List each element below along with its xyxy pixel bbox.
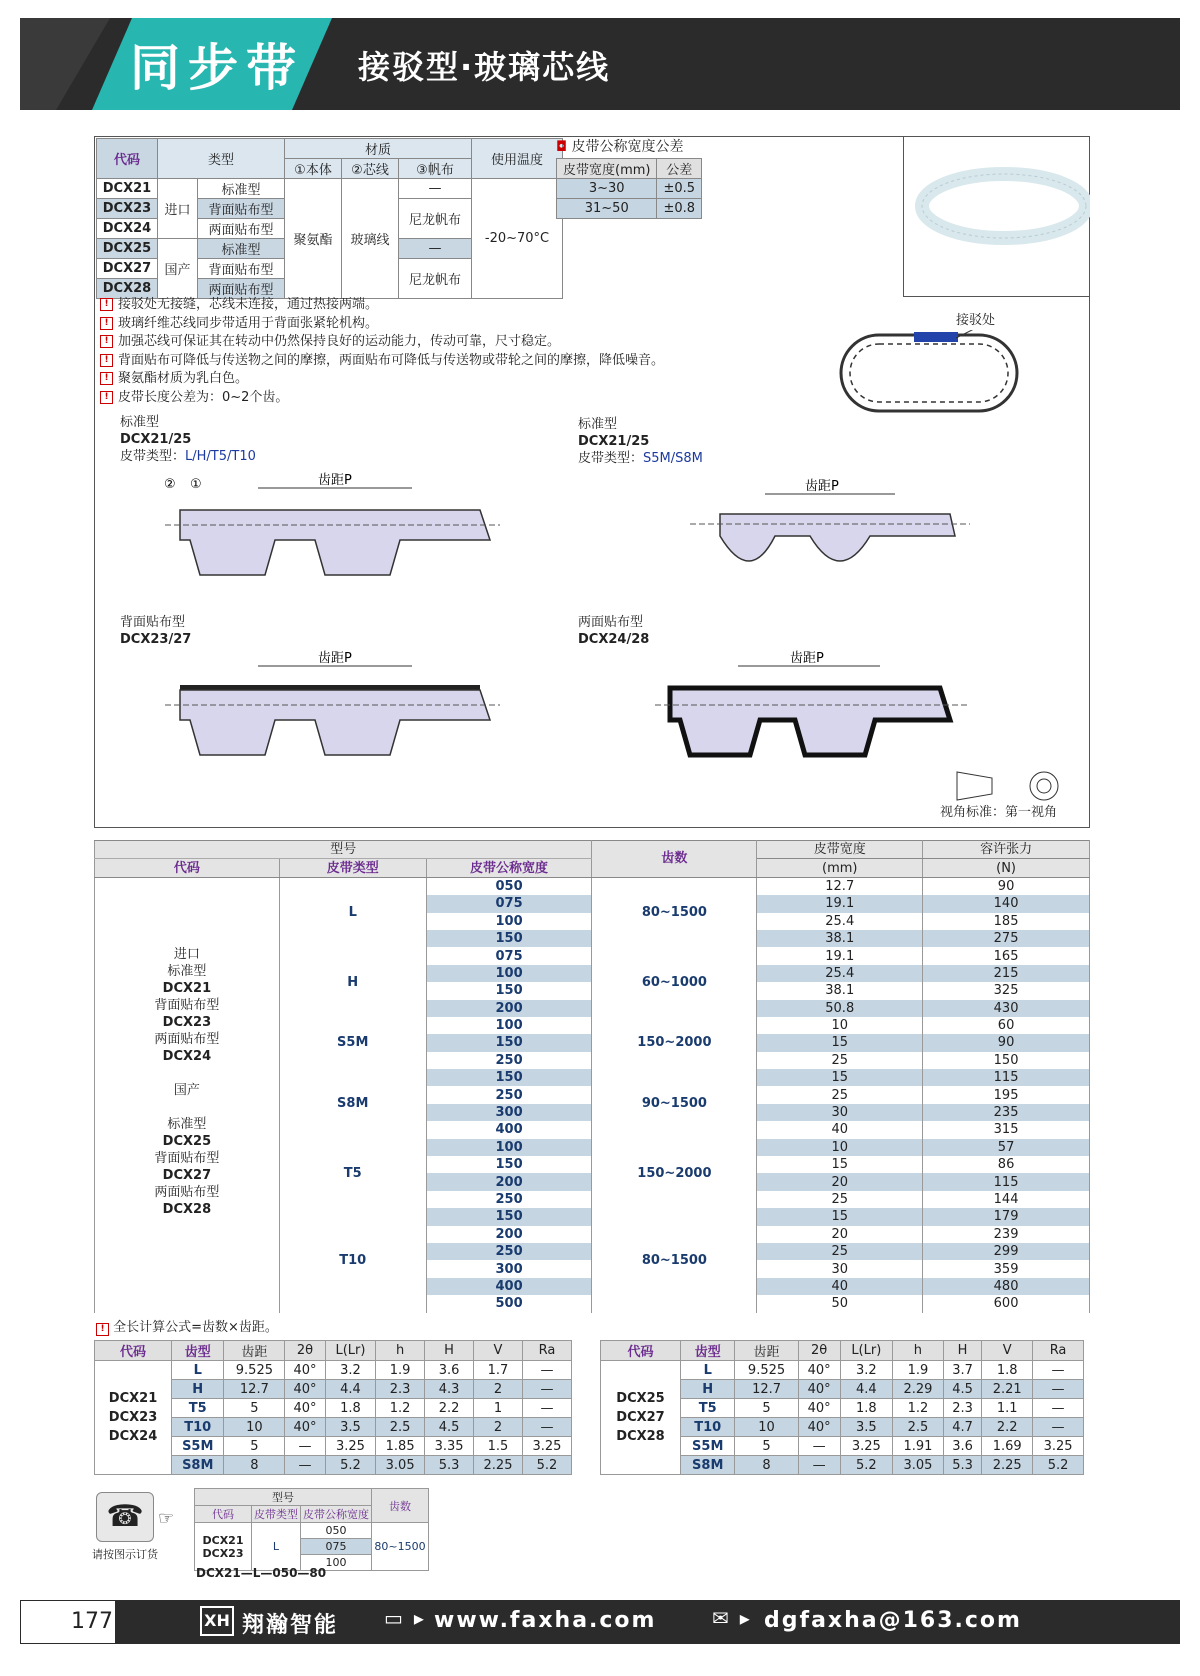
nominal-width-cell: 250 [426, 1243, 592, 1260]
tolerance-marker-icon: ◘ [556, 139, 568, 155]
dim-value-cell: 1.8 [840, 1399, 892, 1418]
tension-cell: 359 [923, 1260, 1090, 1277]
spec-code-text: 背面贴布型 [154, 997, 220, 1013]
belt-width-cell: 50 [757, 1295, 923, 1312]
spec-code-text: 两面贴布型 [154, 1031, 220, 1047]
dim-value-cell: 1.5 [474, 1437, 523, 1456]
pitch-label: 齿距P [318, 473, 352, 488]
dim-header: h [893, 1341, 944, 1361]
tension-cell: 179 [923, 1208, 1090, 1225]
dimension-table-domestic [600, 1340, 1084, 1475]
diagram3-caption: 背面贴布型 DCX23/27 [120, 615, 192, 647]
spec-code-text: 进口 [173, 946, 200, 962]
product-photo [903, 136, 1090, 297]
dim-value-cell: — [1033, 1361, 1084, 1380]
dim-value-cell: 40° [798, 1361, 840, 1380]
dim-code-text: DCX23 [108, 1410, 158, 1425]
website-link[interactable]: www.faxha.com [434, 1608, 657, 1633]
dim-value-cell: 40° [798, 1380, 840, 1399]
dim-value-cell: 3.6 [425, 1361, 474, 1380]
tension-cell: 60 [923, 1017, 1090, 1034]
tooth-profile-back-cloth [150, 650, 540, 770]
nominal-width-cell: 150 [426, 930, 592, 947]
dim-value-cell: — [285, 1437, 325, 1456]
dim-value-cell: — [522, 1399, 571, 1418]
dim-value-cell: — [798, 1456, 840, 1475]
dim-value-cell: 40° [285, 1399, 325, 1418]
dim-value-cell: 4.4 [325, 1380, 375, 1399]
order-instruction: 请按图示订货 [92, 1548, 158, 1561]
tooth-profile-standard-round [680, 476, 980, 586]
belt-width-cell: 19.1 [757, 947, 923, 964]
first-angle-projection-icon [952, 762, 1072, 802]
spec-code-text: DCX21 [162, 980, 212, 996]
tension-cell: 239 [923, 1226, 1090, 1243]
dim-code-text: DCX24 [108, 1429, 158, 1444]
dim-value-cell: 3.25 [840, 1437, 892, 1456]
page-number: 177 [20, 1600, 116, 1644]
dim-code-text: DCX28 [616, 1429, 665, 1444]
pitch-label: 齿距P [318, 651, 352, 666]
belt-type-cell: H [279, 947, 426, 1017]
belt-width-cell: 40 [757, 1121, 923, 1138]
tooth-type-cell: T10 [172, 1418, 224, 1437]
dim-value-cell: 9.525 [735, 1361, 798, 1380]
dim-code-text: DCX27 [616, 1410, 665, 1425]
dim-code-text: DCX21 [108, 1391, 158, 1406]
dim-header: h [376, 1341, 425, 1361]
dim-header: 2θ [285, 1341, 325, 1361]
teeth-cell: 150~2000 [592, 1017, 757, 1069]
belt-width-cell: 30 [757, 1260, 923, 1277]
dim-value-cell: 10 [224, 1418, 285, 1437]
joint-label: 接驳处 [956, 313, 996, 328]
belt-width-cell: 19.1 [757, 895, 923, 912]
belt-photo-icon [904, 136, 1090, 296]
dim-value-cell: — [1033, 1399, 1084, 1418]
email-link[interactable]: dgfaxha@163.com [764, 1608, 1022, 1633]
warning-icon: ! [100, 372, 113, 385]
tooth-profile-standard-trapezoid [150, 470, 540, 590]
dim-value-cell: 5.2 [1033, 1456, 1084, 1475]
dim-value-cell: 5 [224, 1399, 285, 1418]
dim-value-cell: 5.2 [840, 1456, 892, 1475]
dim-header: 齿型 [172, 1341, 224, 1361]
dim-header: 代码 [601, 1341, 681, 1361]
belt-type-cell: T5 [279, 1139, 426, 1209]
tension-cell: 57 [923, 1139, 1090, 1156]
dim-value-cell: 1.1 [982, 1399, 1033, 1418]
tension-cell: 140 [923, 895, 1090, 912]
dim-header: H [943, 1341, 981, 1361]
spec-table: 型号 齿数 皮带宽度 容许张力 代码 皮带类型 皮带公称宽度 (mm) (N) 进口 标准型 DCX21 背面贴布型 DCX23 两面贴布型 DCX24 国产 标准型 DCX25 背面贴布型 DCX27 两面贴布型 DCX28 L 050 80~1500 12.7 90 075 19.1 140 100 25.4 185 150 38.1 275 H 075 60~1000 19.1 165 100 25.4 215 150 38.1 325 200 50.8 430 S5M 100 150~2000 10 60 150 15 90 250 25 150 S8M 150 90~1500 15 115 250 25 195 300 30 235 400 40 315 T5 100 150~2000 10 57 150 15 86 200 20 115 250 25 144 T10 150 80~1500 15 179 200 20 239 250 25 299 300 30 359 400 40 480 500 50 600 [94, 840, 1090, 1313]
spec-code-text: 国产 [173, 1082, 200, 1098]
belt-type-cell: L [279, 877, 426, 947]
tension-cell: 275 [923, 930, 1090, 947]
callout-1: ① [190, 477, 202, 492]
dim-value-cell: — [798, 1437, 840, 1456]
teeth-cell: 150~2000 [592, 1139, 757, 1209]
tooth-type-cell: S8M [681, 1456, 735, 1475]
spec-code-text: 两面贴布型 [154, 1184, 220, 1200]
note-item: ! 玻璃纤维芯线同步带适用于背面张紧轮机构。 [100, 315, 664, 334]
belt-width-cell: 38.1 [757, 930, 923, 947]
dim-row [95, 1361, 572, 1380]
dim-value-cell: 2 [474, 1380, 523, 1399]
belt-width-cell: 25.4 [757, 913, 923, 930]
note-item: ! 聚氨酯材质为乳白色。 [100, 370, 664, 389]
tolerance-title: ◘ 皮带公称宽度公差 [556, 139, 684, 155]
nominal-width-cell: 300 [426, 1104, 592, 1121]
dim-value-cell: 5.2 [325, 1456, 375, 1475]
dim-value-cell: 1.2 [893, 1399, 944, 1418]
nominal-width-cell: 250 [426, 1191, 592, 1208]
callout-2: ② [164, 477, 176, 492]
spec-code-text: 标准型 [167, 1116, 207, 1132]
belt-type-cell: S8M [279, 1069, 426, 1139]
page-subtitle: 接驳型·玻璃芯线 [358, 48, 611, 86]
belt-width-cell: 25 [757, 1243, 923, 1260]
dim-header: 2θ [798, 1341, 840, 1361]
spec-code-text: DCX23 [162, 1014, 212, 1030]
belt-width-cell: 25 [757, 1191, 923, 1208]
warning-icon: ! [96, 1323, 109, 1336]
nominal-width-cell: 050 [426, 877, 592, 895]
dim-value-cell: 5.2 [522, 1456, 571, 1475]
nominal-width-cell: 100 [426, 913, 592, 930]
dim-value-cell: — [1033, 1418, 1084, 1437]
nominal-width-cell: 150 [426, 1156, 592, 1173]
dim-value-cell: 1.9 [893, 1361, 944, 1380]
dim-value-cell: — [1033, 1380, 1084, 1399]
dim-value-cell: 3.35 [425, 1437, 474, 1456]
dim-value-cell: 12.7 [735, 1380, 798, 1399]
dim-value-cell: — [285, 1456, 325, 1475]
dim-header: V [474, 1341, 523, 1361]
dim-value-cell: 2.21 [982, 1380, 1033, 1399]
dim-value-cell: 1.2 [376, 1399, 425, 1418]
belt-width-cell: 12.7 [757, 877, 923, 895]
dim-header: 齿距 [224, 1341, 285, 1361]
dim-header: 代码 [95, 1341, 172, 1361]
nominal-width-cell: 150 [426, 982, 592, 999]
dim-value-cell: 3.7 [943, 1361, 981, 1380]
tension-cell: 235 [923, 1104, 1090, 1121]
tension-cell: 115 [923, 1069, 1090, 1086]
diagram4-caption: 两面贴布型 DCX24/28 [578, 615, 650, 647]
material-table: 代码 类型 材质 使用温度 ①本体 ②芯线 ③帆布 DCX21 进口 标准型 聚氨酯 玻璃线 — -20~70°C DCX23 背面贴布型 尼龙帆布 DCX24 两面贴布型 DCX25 国产 标准型 — DCX27 背面贴布型 尼龙帆布 DCX28 两面贴布型 [96, 138, 563, 299]
nominal-width-cell: 200 [426, 1000, 592, 1017]
dim-value-cell: 2.2 [982, 1418, 1033, 1437]
dim-header: H [425, 1341, 474, 1361]
belt-type-cell: S5M [279, 1017, 426, 1069]
tension-cell: 195 [923, 1086, 1090, 1103]
tension-cell: 150 [923, 1052, 1090, 1069]
belt-width-cell: 25 [757, 1086, 923, 1103]
warning-icon: ! [100, 354, 113, 367]
formula-note: ! 全长计算公式=齿数×齿距。 [96, 1316, 278, 1336]
dim-row [601, 1361, 1084, 1380]
dim-value-cell: 40° [798, 1399, 840, 1418]
dim-value-cell: 1 [474, 1399, 523, 1418]
mt-code-header: 代码 [97, 139, 158, 179]
belt-width-cell: 15 [757, 1156, 923, 1173]
nominal-width-cell: 250 [426, 1052, 592, 1069]
nominal-width-cell: 100 [426, 1139, 592, 1156]
spec-row [95, 877, 1090, 895]
pitch-label: 齿距P [790, 651, 824, 666]
diagram1-caption: 标准型 DCX21/25 皮带类型：L/H/T5/T10 [120, 415, 256, 464]
spec-code-text: DCX24 [162, 1048, 212, 1064]
nominal-width-cell: 075 [426, 895, 592, 912]
spec-code-text: DCX27 [162, 1167, 212, 1183]
pointing-hand-icon: ☞ [158, 1508, 175, 1529]
dim-value-cell: 3.05 [893, 1456, 944, 1475]
belt-type-cell: T10 [279, 1208, 426, 1312]
tooth-profile-double-cloth [640, 650, 1000, 770]
tooth-type-cell: T5 [172, 1399, 224, 1418]
dim-value-cell: 40° [798, 1418, 840, 1437]
tension-cell: 315 [923, 1121, 1090, 1138]
dim-header: 齿型 [681, 1341, 735, 1361]
dim-value-cell: 3.25 [325, 1437, 375, 1456]
dim-value-cell: 4.5 [425, 1418, 474, 1437]
tooth-type-cell: T10 [681, 1418, 735, 1437]
view-standard: 视角标准：第一视角 [940, 805, 1058, 820]
nominal-width-cell: 200 [426, 1226, 592, 1243]
dim-value-cell: — [522, 1361, 571, 1380]
tooth-type-cell: H [172, 1380, 224, 1399]
dim-value-cell: 1.91 [893, 1437, 944, 1456]
diagram2-caption: 标准型 DCX21/25 皮带类型：S5M/S8M [578, 417, 703, 466]
tension-cell: 90 [923, 1034, 1090, 1051]
nominal-width-cell: 150 [426, 1034, 592, 1051]
belt-width-cell: 10 [757, 1017, 923, 1034]
dim-value-cell: 3.25 [1033, 1437, 1084, 1456]
tension-cell: 325 [923, 982, 1090, 999]
dim-header: 齿距 [735, 1341, 798, 1361]
dim-value-cell: 10 [735, 1418, 798, 1437]
belt-width-cell: 15 [757, 1208, 923, 1225]
dim-header: Ra [522, 1341, 571, 1361]
tension-cell: 144 [923, 1191, 1090, 1208]
dim-value-cell: 5 [224, 1437, 285, 1456]
mail-icon: ✉ ▸ [712, 1606, 752, 1630]
dim-value-cell: 3.5 [325, 1418, 375, 1437]
tension-cell: 430 [923, 1000, 1090, 1017]
dim-value-cell: 3.6 [943, 1437, 981, 1456]
dimension-table-import [94, 1340, 572, 1475]
dim-value-cell: 1.8 [982, 1361, 1033, 1380]
dim-value-cell: 9.525 [224, 1361, 285, 1380]
dim-value-cell: 2.2 [425, 1399, 474, 1418]
dim-header: L(Lr) [325, 1341, 375, 1361]
teeth-cell: 90~1500 [592, 1069, 757, 1139]
dim-header: Ra [1033, 1341, 1084, 1361]
nominal-width-cell: 300 [426, 1260, 592, 1277]
tooth-type-cell: S5M [172, 1437, 224, 1456]
nominal-width-cell: 150 [426, 1208, 592, 1225]
dim-value-cell: 4.7 [943, 1418, 981, 1437]
dim-value-cell: 2.29 [893, 1380, 944, 1399]
dim-value-cell: 1.69 [982, 1437, 1033, 1456]
belt-width-cell: 20 [757, 1173, 923, 1190]
teeth-cell: 80~1500 [592, 1208, 757, 1312]
belt-width-cell: 20 [757, 1226, 923, 1243]
dim-value-cell: 5.3 [943, 1456, 981, 1475]
dim-value-cell: 1.85 [376, 1437, 425, 1456]
tension-cell: 90 [923, 877, 1090, 895]
dim-value-cell: 3.25 [522, 1437, 571, 1456]
tension-cell: 165 [923, 947, 1090, 964]
dim-value-cell: 4.3 [425, 1380, 474, 1399]
tooth-type-cell: S5M [681, 1437, 735, 1456]
nominal-width-cell: 250 [426, 1086, 592, 1103]
warning-icon: ! [100, 335, 113, 348]
belt-width-cell: 25 [757, 1052, 923, 1069]
dim-value-cell: 2.3 [943, 1399, 981, 1418]
spec-code-text: DCX25 [162, 1133, 212, 1149]
dim-value-cell: 2.3 [376, 1380, 425, 1399]
belt-width-cell: 38.1 [757, 982, 923, 999]
spec-code-text: 标准型 [167, 963, 207, 979]
dim-value-cell: 1.7 [474, 1361, 523, 1380]
dim-value-cell: 40° [285, 1418, 325, 1437]
dim-value-cell: 40° [285, 1361, 325, 1380]
tension-cell: 215 [923, 965, 1090, 982]
dim-value-cell: 2 [474, 1418, 523, 1437]
spec-code-cell [95, 877, 280, 1312]
belt-width-cell: 40 [757, 1278, 923, 1295]
nominal-width-cell: 100 [426, 1017, 592, 1034]
brand-name: 翔瀚智能 [242, 1613, 339, 1638]
order-example-code: DCX21—L—050—80 [196, 1566, 327, 1580]
brand-logo-icon: XH [200, 1606, 234, 1636]
dim-value-cell: 4.4 [840, 1380, 892, 1399]
spec-code-text: DCX28 [162, 1201, 212, 1217]
tension-cell: 86 [923, 1156, 1090, 1173]
nominal-width-cell: 200 [426, 1173, 592, 1190]
tooth-type-cell: T5 [681, 1399, 735, 1418]
teeth-cell: 80~1500 [592, 877, 757, 947]
dim-header: L(Lr) [840, 1341, 892, 1361]
warning-icon: ! [100, 298, 113, 311]
dim-code-cell [95, 1361, 172, 1475]
spec-code-text: 背面贴布型 [154, 1150, 220, 1166]
dim-value-cell: 3.05 [376, 1456, 425, 1475]
dim-value-cell: 8 [735, 1456, 798, 1475]
note-item: ! 接驳处无接缝，芯线未连接，通过热接两端。 [100, 296, 664, 315]
dim-code-text: DCX25 [616, 1391, 665, 1406]
belt-width-cell: 50.8 [757, 1000, 923, 1017]
dim-value-cell: 5 [735, 1437, 798, 1456]
nominal-width-cell: 100 [426, 965, 592, 982]
tension-cell: 600 [923, 1295, 1090, 1312]
dim-value-cell: — [522, 1418, 571, 1437]
nominal-width-cell: 400 [426, 1121, 592, 1138]
note-item: ! 背面贴布可降低与传送物之间的摩擦，两面贴布可降低与传送物或带轮之间的摩擦，降低噪音。 [100, 352, 664, 371]
tension-cell: 299 [923, 1243, 1090, 1260]
joint-belt-diagram [836, 330, 1022, 416]
warning-icon: ! [100, 391, 113, 404]
monitor-icon: ▭ ▸ [384, 1606, 426, 1630]
dim-code-cell [601, 1361, 681, 1475]
order-table: 型号 齿数 代码 皮带类型 皮带公称宽度 DCX21 DCX23 L 050 80~1500 075 100 [194, 1488, 429, 1571]
note-item: ! 皮带长度公差为：0~2个齿。 [100, 389, 664, 408]
dim-value-cell: 40° [285, 1380, 325, 1399]
belt-width-cell: 30 [757, 1104, 923, 1121]
dim-value-cell: 2.5 [893, 1418, 944, 1437]
belt-width-cell: 25.4 [757, 965, 923, 982]
tooth-type-cell: L [172, 1361, 224, 1380]
dim-value-cell: 3.5 [840, 1418, 892, 1437]
tension-cell: 185 [923, 913, 1090, 930]
tension-cell: 115 [923, 1173, 1090, 1190]
dim-value-cell: 5.3 [425, 1456, 474, 1475]
dim-value-cell: 1.8 [325, 1399, 375, 1418]
dim-value-cell: 3.2 [325, 1361, 375, 1380]
dim-value-cell: 1.9 [376, 1361, 425, 1380]
belt-width-cell: 10 [757, 1139, 923, 1156]
note-item: ! 加强芯线可保证其在转动中仍然保持良好的运动能力，传动可靠，尺寸稳定。 [100, 333, 664, 352]
belt-width-cell: 15 [757, 1034, 923, 1051]
dim-value-cell: 8 [224, 1456, 285, 1475]
tolerance-table: 皮带宽度(mm) 公差 3~30 ±0.5 31~50 ±0.8 [556, 158, 702, 219]
warning-icon: ! [100, 317, 113, 330]
nominal-width-cell: 150 [426, 1069, 592, 1086]
teeth-cell: 60~1000 [592, 947, 757, 1017]
tooth-type-cell: S8M [172, 1456, 224, 1475]
dim-header: V [982, 1341, 1033, 1361]
page-title: 同步带 [130, 39, 304, 97]
tooth-type-cell: H [681, 1380, 735, 1399]
dim-value-cell: 5 [735, 1399, 798, 1418]
pitch-label: 齿距P [805, 479, 839, 494]
dim-value-cell: 2.5 [376, 1418, 425, 1437]
nominal-width-cell: 500 [426, 1295, 592, 1312]
belt-width-cell: 15 [757, 1069, 923, 1086]
dim-value-cell: 2.25 [474, 1456, 523, 1475]
dim-value-cell: — [522, 1380, 571, 1399]
nominal-width-cell: 400 [426, 1278, 592, 1295]
tooth-type-cell: L [681, 1361, 735, 1380]
dim-value-cell: 12.7 [224, 1380, 285, 1399]
tension-cell: 480 [923, 1278, 1090, 1295]
dim-value-cell: 2.25 [982, 1456, 1033, 1475]
nominal-width-cell: 075 [426, 947, 592, 964]
dim-value-cell: 3.2 [840, 1361, 892, 1380]
dim-value-cell: 4.5 [943, 1380, 981, 1399]
notes-list [100, 296, 664, 407]
phone-icon: ☎ [96, 1492, 154, 1542]
